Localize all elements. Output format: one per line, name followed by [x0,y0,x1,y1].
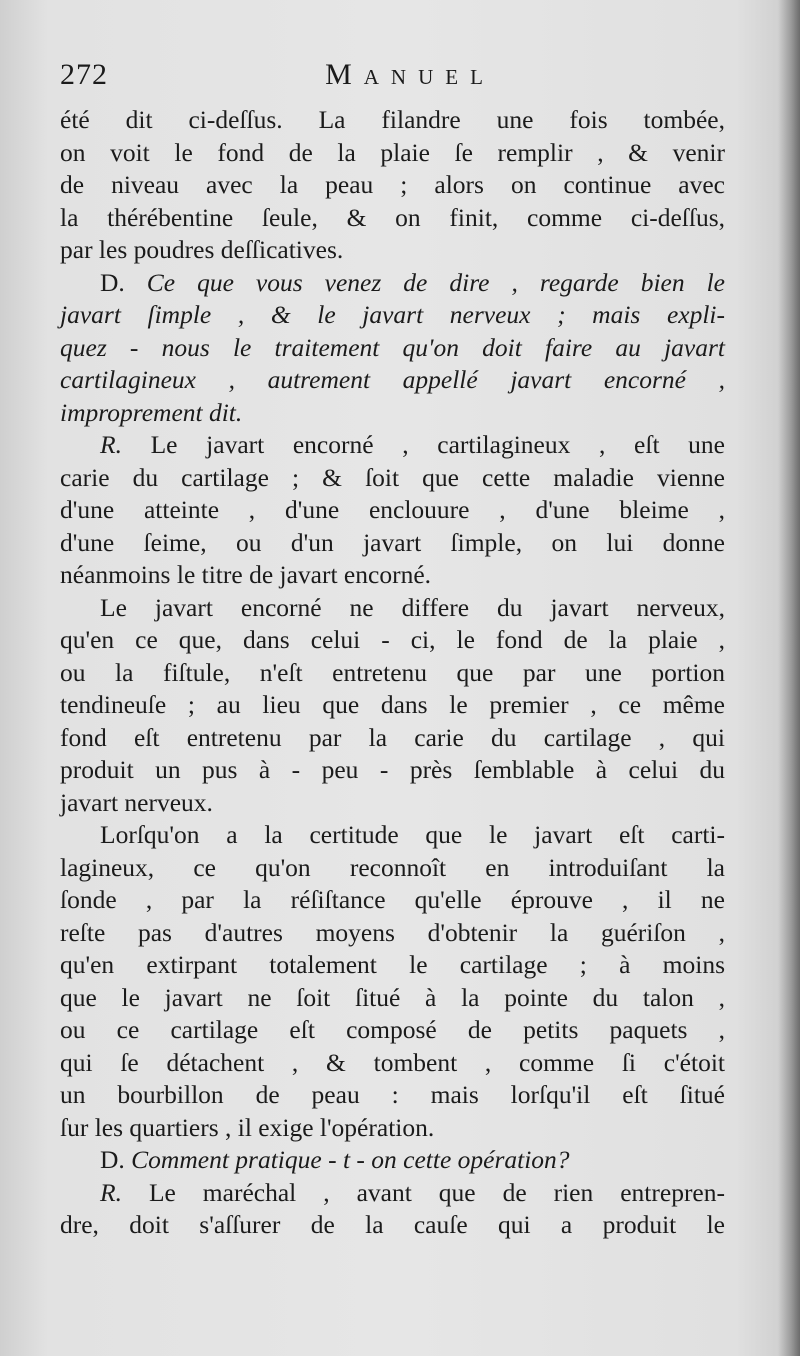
text-line [60,949,725,982]
text-line [60,1177,725,1210]
text-line [60,1112,725,1145]
text-line [60,104,725,137]
line-text: ſur les quartiers , il exige l'opération. [60,1112,435,1142]
speaker-label: R. [100,430,122,459]
text-line [60,1047,725,1080]
text-line [60,137,725,170]
line-text: qu'en ce que, dans celui - ci, le fond de la plaie , [60,625,725,654]
line-text: javart nerveux. [60,787,213,817]
line-text: qu'en extirpant totalement le cartilage ; à moins [60,950,725,979]
text-line [60,494,725,527]
text-line [60,722,725,755]
text-line [60,169,725,202]
line-text: Le javart encorné , cartilagineux , eſt une [150,430,725,459]
line-text: qui ſe détachent , & tombent , comme ſi c'étoit [60,1047,725,1077]
text-line [60,592,725,625]
line-text: lagineux, ce qu'on reconnoît en introduiſant la [60,852,725,882]
text-line [60,787,725,820]
text-line [60,299,725,332]
line-text: par les poudres deſſicatives. [60,235,344,264]
text-line [60,234,725,267]
line-text: de niveau avec la peau ; alors on continue avec [60,170,725,199]
line-text: ou la fiſtule, n'eſt entretenu que par une portion [60,657,725,687]
text-line [60,819,725,852]
text-line [60,267,725,300]
body-text [60,104,725,1242]
line-text: néanmoins le titre de javart encorné. [60,560,432,589]
line-text: été dit ci-deſſus. La filandre une fois tombée, [60,105,725,134]
text-line [60,429,725,462]
text-line [60,917,725,950]
line-text: improprement dit. [60,397,243,427]
text-line [60,1144,725,1177]
line-text: que le javart ne ſoit ſitué à la pointe du talon , [60,982,725,1012]
line-text: d'une atteinte , d'une enclouure , d'une bleime , [60,495,725,524]
text-line [60,364,725,397]
line-text: javart ſimple , & le javart nerveux ; mais expli- [60,300,725,329]
text-line [60,462,725,495]
text-line [60,527,725,560]
speaker-label: R. [100,1177,122,1207]
text-line [60,852,725,885]
line-text: tendineuſe ; au lieu que dans le premier , ce même [60,690,725,719]
text-line [60,397,725,430]
line-text: carie du cartilage ; & ſoit que cette maladie vienne [60,462,725,492]
speaker-label: D. [100,267,125,297]
page-number: 272 [60,58,108,91]
line-text: fond eſt entretenu par la carie du cartilage , qui [60,722,725,752]
line-text: un bourbillon de peau : mais lorſqu'il eſt ſitué [60,1080,725,1109]
text-line [60,624,725,657]
page-header [60,58,725,102]
line-text: on voit le fond de la plaie ſe remplir , & venir [60,137,725,167]
text-line [60,982,725,1015]
line-text: quez - nous le traitement qu'on doit faire au javart [60,332,725,362]
text-line [60,1079,725,1112]
text-line [60,202,725,235]
text-line [60,884,725,917]
line-text: dre, doit s'aſſurer de la cauſe qui a produit le [60,1210,725,1239]
text-line [60,657,725,690]
line-text: Le maréchal , avant que de rien entrepren- [148,1177,725,1207]
text-line [60,1014,725,1047]
page-gutter-shadow [778,0,800,1356]
running-head: Manuel [325,58,495,91]
line-text: Le javart encorné ne differe du javart nerveux, [100,592,725,622]
line-text: la thérébentine ſeule, & on finit, comme ci-deſſus, [60,202,725,232]
line-text: Comment pratique - t - on cette opération? [131,1145,570,1174]
line-text: ſonde , par la réſiſtance qu'elle éprouve , il ne [60,885,725,914]
text-line [60,332,725,365]
speaker-label: D. [100,1145,125,1174]
text-line [60,754,725,787]
line-text: Ce que vous venez de dire , regarde bien le [146,267,726,297]
line-text: produit un pus à - peu - près ſemblable à celui du [60,755,725,784]
text-line [60,689,725,722]
text-line [60,559,725,592]
line-text: cartilagineux , autrement appellé javart encorné , [60,365,725,394]
text-line [60,1209,725,1242]
line-text: Lorſqu'on a la certitude que le javart eſt carti- [100,820,725,849]
line-text: ou ce cartilage eſt composé de petits paquets , [60,1015,725,1044]
line-text: reſte pas d'autres moyens d'obtenir la guériſon , [60,917,725,947]
line-text: d'une ſeime, ou d'un javart ſimple, on lui donne [60,527,725,557]
